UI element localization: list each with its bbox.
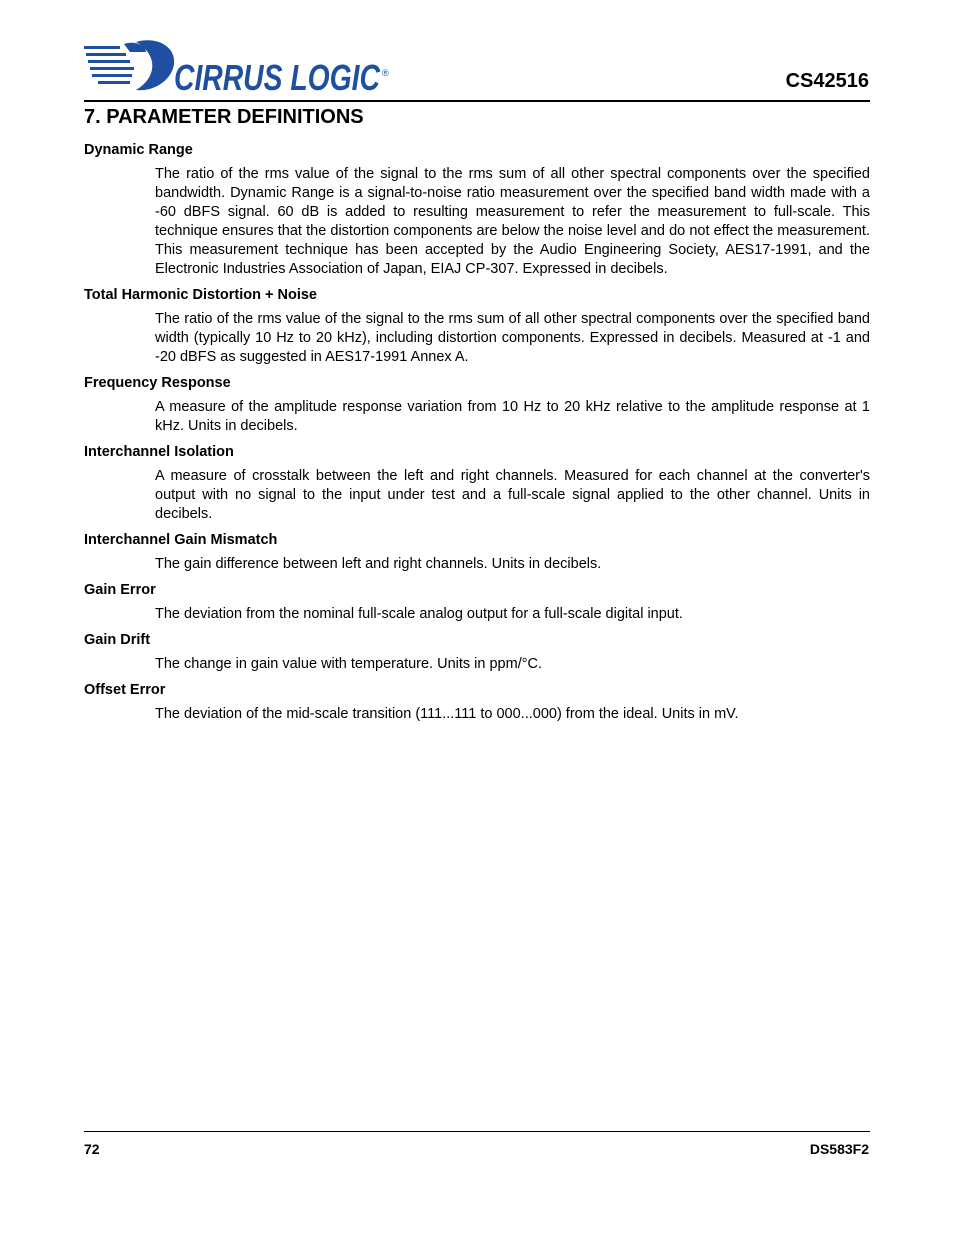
definition-term: Total Harmonic Distortion + Noise xyxy=(84,287,317,303)
definition-term: Gain Error xyxy=(84,582,156,598)
definition-term: Dynamic Range xyxy=(84,142,193,158)
logo-wordmark: CIRRUS LOGIC xyxy=(174,57,381,98)
definitions-list xyxy=(84,141,870,731)
definition-term: Gain Drift xyxy=(84,632,151,648)
definition-term: Interchannel Isolation xyxy=(84,444,234,460)
definition-text: A measure of the amplitude response variation from 10 Hz to 20 kHz relative to the amplitude response at 1 kHz. Units in decibels. xyxy=(155,399,870,434)
definition-item xyxy=(84,443,870,524)
definition-item xyxy=(84,531,870,574)
definition-item xyxy=(84,286,870,367)
footer-divider xyxy=(84,1131,870,1132)
definition-item xyxy=(84,581,870,624)
part-number: CS42516 xyxy=(785,70,869,92)
cirrus-logic-logo xyxy=(84,38,394,102)
section-title: 7. PARAMETER DEFINITIONS xyxy=(84,106,364,128)
definition-item xyxy=(84,141,870,279)
registered-mark: ® xyxy=(382,68,389,78)
definition-text: A measure of crosstalk between the left and right channels. Measured for each channel at the converter's output with no signal to the input under test and a full-scale signal applied to the other channel. Units in decibels. xyxy=(155,468,870,522)
definition-text: The deviation from the nominal full-scale analog output for a full-scale digital input. xyxy=(155,606,683,622)
definition-item xyxy=(84,374,870,436)
page-number: 72 xyxy=(84,1141,100,1157)
definition-term: Offset Error xyxy=(84,682,166,698)
header-divider xyxy=(84,100,870,102)
definition-term: Interchannel Gain Mismatch xyxy=(84,532,278,548)
definition-item xyxy=(84,631,870,674)
document-id: DS583F2 xyxy=(809,1141,869,1157)
definition-text: The ratio of the rms value of the signal to the rms sum of all other spectral components over the specified bandwidth. Dynamic Range is a signal-to-noise ratio measurement over the specified band width made with a -60 dBFS signal. 60 dB is added to resulting measurement to refer the measurement to full-scale. This technique ensures that the distortion components are below the noise level and do not effect the measurement. This measurement technique has been accepted by the Audio Engineering Society, AES17-1991, and the Electronic Industries Association of Japan, EIAJ CP-307. Expressed in decibels. xyxy=(155,166,870,277)
definition-item xyxy=(84,681,870,724)
definition-text: The deviation of the mid-scale transition (111...111 to 000...000) from the ideal. Units in mV. xyxy=(155,706,739,722)
definition-text: The gain difference between left and right channels. Units in decibels. xyxy=(155,556,602,572)
definition-text: The change in gain value with temperature. Units in ppm/°C. xyxy=(155,656,543,672)
definition-text: The ratio of the rms value of the signal to the rms sum of all other spectral components over the specified band width (typically 10 Hz to 20 kHz), including distortion components. Expressed in decibels. Measured at -1 and -20 dBFS as suggested in AES17-1991 Annex A. xyxy=(155,311,870,365)
definition-term: Frequency Response xyxy=(84,375,231,391)
